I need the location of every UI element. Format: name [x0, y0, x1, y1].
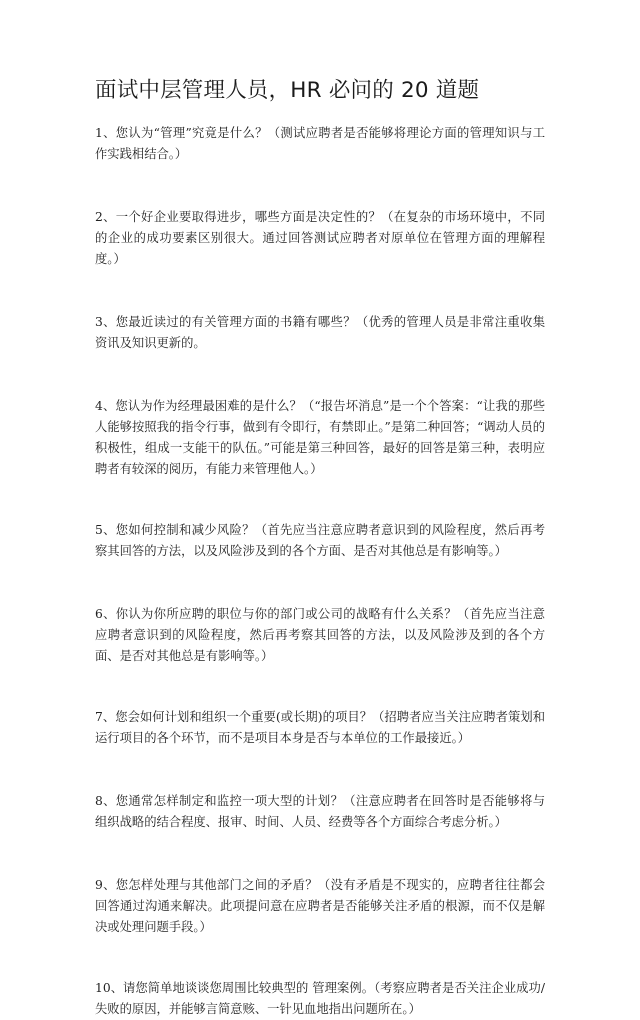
question-item: 5、您如何控制和减少风险？（首先应当注意应聘者意识到的风险程度，然后再考察其回答的方法，以及风险涉及到的各个方面、是否对其他总是有影响等。）	[95, 523, 545, 558]
question-item: 6、你认为你所应聘的职位与你的部门或公司的战略有什么关系？（首先应当注意应聘者意识到的风险程度，然后再考察其回答的方法，以及风险涉及到的各个方面、是否对其他总是有影响等。）	[95, 607, 545, 663]
question-item: 4、您认为作为经理最困难的是什么？（“报告坏消息”是一个个答案：“让我的那些人能够按照我的指令行事，做到有令即行，有禁即止。”是第二种回答；“调动人员的积极性，组成一支能干的队伍。”可能是第三种回答，最好的回答是第三种，表明应聘者有较深的阅历，有能力来管理他人。）	[95, 399, 545, 476]
question-item: 1、您认为“管理”究竟是什么？（测试应聘者是否能够将理论方面的管理知识与工作实践相结合。）	[95, 126, 545, 161]
question-item: 9、您怎样处理与其他部门之间的矛盾？（没有矛盾是不现实的，应聘者往往都会回答通过沟通来解决。此项提问意在应聘者是否能够关注矛盾的根源，而不仅是解决或处理问题手段。）	[95, 878, 545, 934]
question-item: 7、您会如何计划和组织一个重要(或长期)的项目？（招聘者应当关注应聘者策划和运行项目的各个环节，而不是项目本身是否与本单位的工作最接近。）	[95, 710, 545, 745]
question-item: 10、请您简单地谈谈您周围比较典型的 管理案例。（考察应聘者是否关注企业成功/失败的原因，并能够言简意赅、一针见血地指出问题所在。）	[95, 981, 545, 1016]
document-title: 面试中层管理人员，HR 必问的 20 道题	[95, 78, 480, 103]
question-item: 8、您通常怎样制定和监控一项大型的计划？（注意应聘者在回答时是否能够将与组织战略的结合程度、报审、时间、人员、经费等各个方面综合考虑分析。）	[95, 794, 545, 829]
question-item: 3、您最近读过的有关管理方面的书籍有哪些？（优秀的管理人员是非常注重收集资讯及知识更新的。	[95, 315, 545, 350]
question-item: 2、一个好企业要取得进步，哪些方面是决定性的？（在复杂的市场环境中，不同的企业的成功要素区别很大。通过回答测试应聘者对原单位在管理方面的理解程度。）	[95, 210, 545, 266]
question-list	[95, 123, 545, 1020]
